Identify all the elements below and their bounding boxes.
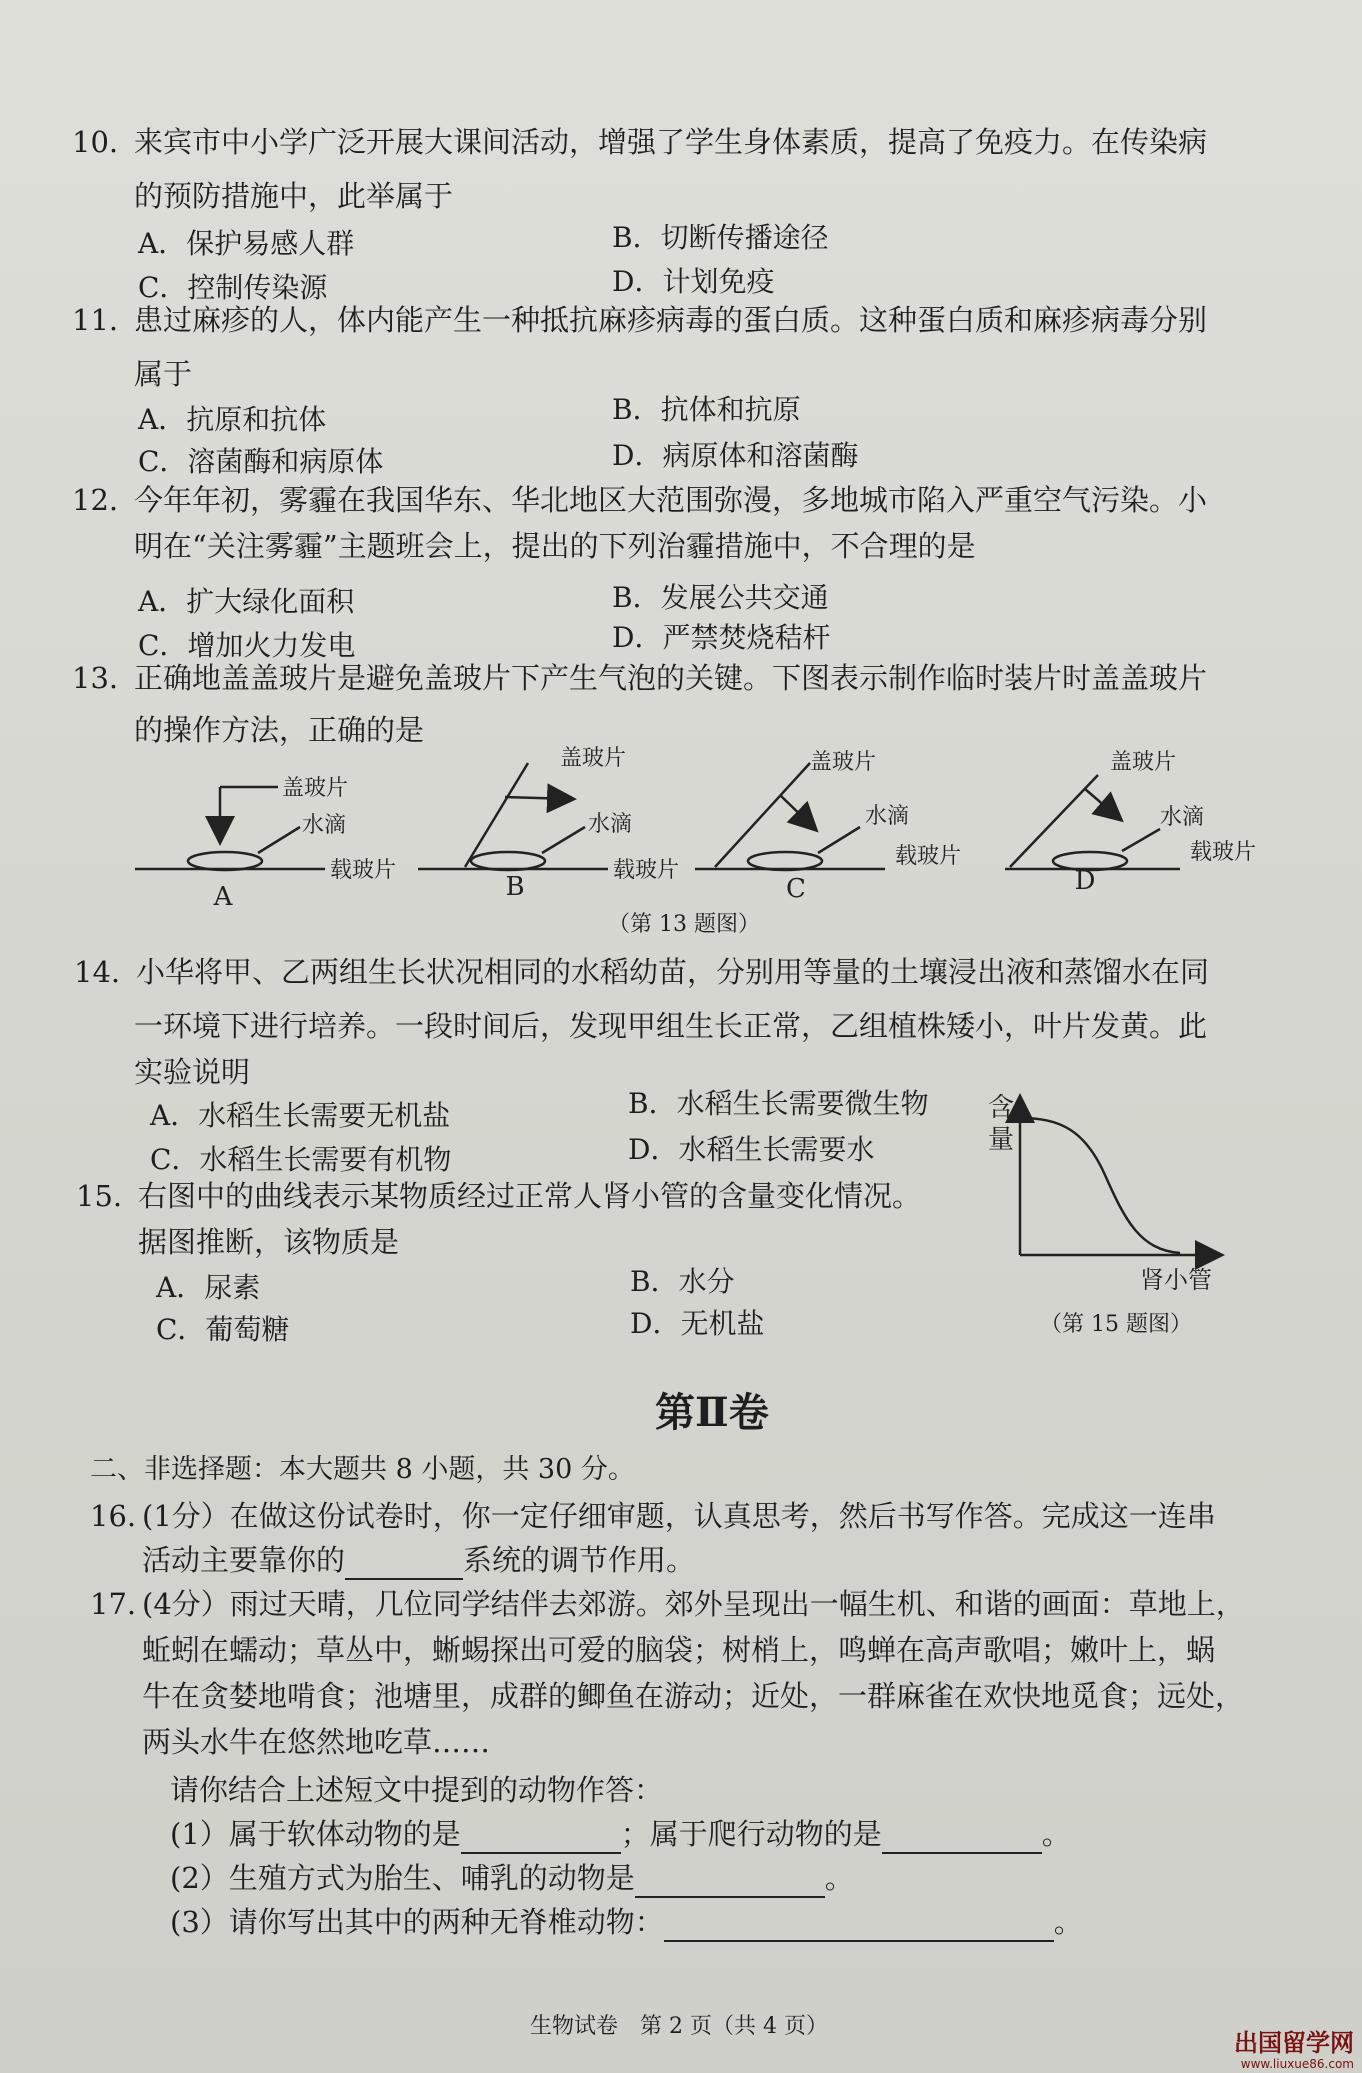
q10-option-a: A．保护易感人群 [138,227,355,260]
x-label: 肾小管 [1140,1266,1212,1294]
content-curve [1020,1118,1180,1253]
q16-line2: 活动主要靠你的 系统的调节作用。 [142,1540,695,1580]
q13-stem-line2: 的操作方法，正确的是 [134,713,425,747]
q17-line1: 17. (4分）雨过天晴，几位同学结伴去郊游。郊外呈现出一幅生机、和谐的画面：草地上， [90,1587,1245,1621]
y-label-char1: 含 [988,1093,1015,1123]
label-slide-d: 载玻片 [1190,840,1257,865]
part2-title: 第Ⅱ卷 [655,1389,769,1436]
q12-option-d: D．严禁焚烧秸杆 [612,621,831,654]
watermark-logo [1234,2029,1354,2071]
q17-line2: 蚯蚓在蠕动；草丛中，蜥蜴探出可爱的脑袋；树梢上，鸣蝉在高声歌唱；嫩叶上，蜗 [142,1633,1216,1667]
q14-option-c: C．水稻生长需要有机物 [150,1143,452,1176]
q12-option-a: A．扩大绿化面积 [138,585,355,618]
q10-option-c: C．控制传染源 [138,271,328,304]
label-cover-d: 盖玻片 [1110,750,1177,775]
q17-sub3: (3）请你写出其中的两种无脊椎动物： 。 [170,1902,1083,1942]
coverslip-figure [120,745,1270,920]
letter-b: B [505,872,525,902]
letter-a: A [213,882,233,912]
q15-option-d: D．无机盐 [630,1307,765,1340]
q17-line3: 牛在贪婪地啃食；池塘里，成群的鲫鱼在游动；近处，一群麻雀在欢快地觅食；远处， [142,1679,1245,1713]
q11-option-a: A．抗原和抗体 [138,403,327,436]
label-drop-c: 水滴 [865,804,910,829]
q17-line4: 两头水牛在悠然地吃草…… [142,1725,491,1759]
q15-option-b: B．水分 [630,1265,735,1298]
label-drop-b: 水滴 [588,812,633,837]
q11-stem-line1: 11. 患过麻疹的人，体内能产生一种抵抗麻疹病毒的蛋白质。这种蛋白质和麻疹病毒分别 [72,303,1208,337]
q17-mollusc-blank[interactable] [461,1822,621,1854]
q15-graph-caption: （第 15 题图） [1040,1312,1192,1337]
letter-d: D [1074,866,1096,896]
q14-stem-line3: 实验说明 [134,1055,251,1089]
q13-stem-line1: 13. 正确地盖盖玻片是避免盖玻片下产生气泡的关键。下图表示制作临时装片时盖盖玻片 [72,661,1208,695]
q17-invertebrate-blank[interactable] [664,1910,1054,1942]
q14-stem-line2: 一环境下进行培养。一段时间后，发现甲组生长正常，乙组植株矮小，叶片发黄。此 [134,1009,1208,1043]
q12-stem-line2: 明在“关注雾霾”主题班会上，提出的下列治霾措施中，不合理的是 [134,529,976,563]
q15-option-c: C．葡萄糖 [156,1313,290,1346]
q11-option-c: C．溶菌酶和病原体 [138,445,384,478]
q17-reptile-blank[interactable] [882,1822,1042,1854]
q14-option-b: B．水稻生长需要微生物 [628,1087,929,1120]
q12-stem-line1: 12. 今年年初，雾霾在我国华东、华北地区大范围弥漫，多地城市陷入严重空气污染。小 [72,483,1208,517]
label-slide-b: 载玻片 [613,858,680,883]
section2-heading: 二、非选择题：本大题共 8 小题，共 30 分。 [90,1454,635,1485]
q14-stem-line1: 14. 小华将甲、乙两组生长状况相同的水稻幼苗，分别用等量的土壤浸出液和蒸馏水在同 [74,955,1210,989]
q10-stem-line1: 10. 来宾市中小学广泛开展大课间活动，增强了学生身体素质，提高了免疫力。在传染病 [72,125,1208,159]
q10-stem-line2: 的预防措施中，此举属于 [134,179,454,213]
y-label-char2: 量 [988,1125,1015,1155]
letter-c: C [786,874,806,904]
page-footer: 生物试卷 第 2 页（共 4 页） [530,2014,828,2039]
q13-caption: （第 13 题图） [608,912,760,937]
label-drop-a: 水滴 [302,813,347,838]
label-cover-a: 盖玻片 [282,776,349,801]
q11-stem-line2: 属于 [134,357,193,391]
q17-sub2: (2）生殖方式为胎生、哺乳的动物是 。 [170,1858,854,1898]
q16-line1: 16. (1分）在做这份试卷时，你一定仔细审题，认真思考，然后书写作答。完成这一连串 [90,1499,1216,1533]
q17-mammal-blank[interactable] [635,1866,825,1898]
q15-stem-line1: 15. 右图中的曲线表示某物质经过正常人肾小管的含量变化情况。 [76,1179,922,1213]
q15-option-a: A．尿素 [156,1271,261,1304]
q11-option-b: B．抗体和抗原 [612,393,801,426]
label-cover-b: 盖玻片 [560,746,627,771]
q17-line5: 请你结合上述短文中提到的动物作答： [170,1773,664,1807]
label-drop-d: 水滴 [1160,805,1205,830]
q12-option-b: B．发展公共交通 [612,581,829,614]
q11-option-d: D．病原体和溶菌酶 [612,439,859,472]
q17-sub1: (1）属于软体动物的是 ；属于爬行动物的是 。 [170,1814,1071,1854]
q16-answer-blank[interactable] [345,1548,463,1580]
q14-option-d: D．水稻生长需要水 [628,1133,875,1166]
label-slide-a: 载玻片 [330,858,397,883]
q14-option-a: A．水稻生长需要无机盐 [150,1099,451,1132]
watermark-name: 出国留学网 [1234,2029,1354,2057]
q12-option-c: C．增加火力发电 [138,629,356,662]
kidney-tubule-graph [980,1090,1240,1310]
q10-option-b: B．切断传播途径 [612,221,829,254]
label-cover-c: 盖玻片 [810,750,877,775]
watermark-url: www.liuxue86.com [1240,2057,1354,2071]
label-slide-c: 载玻片 [895,844,962,869]
q10-option-d: D．计划免疫 [612,265,775,298]
q15-stem-line2: 据图推断，该物质是 [138,1225,400,1259]
